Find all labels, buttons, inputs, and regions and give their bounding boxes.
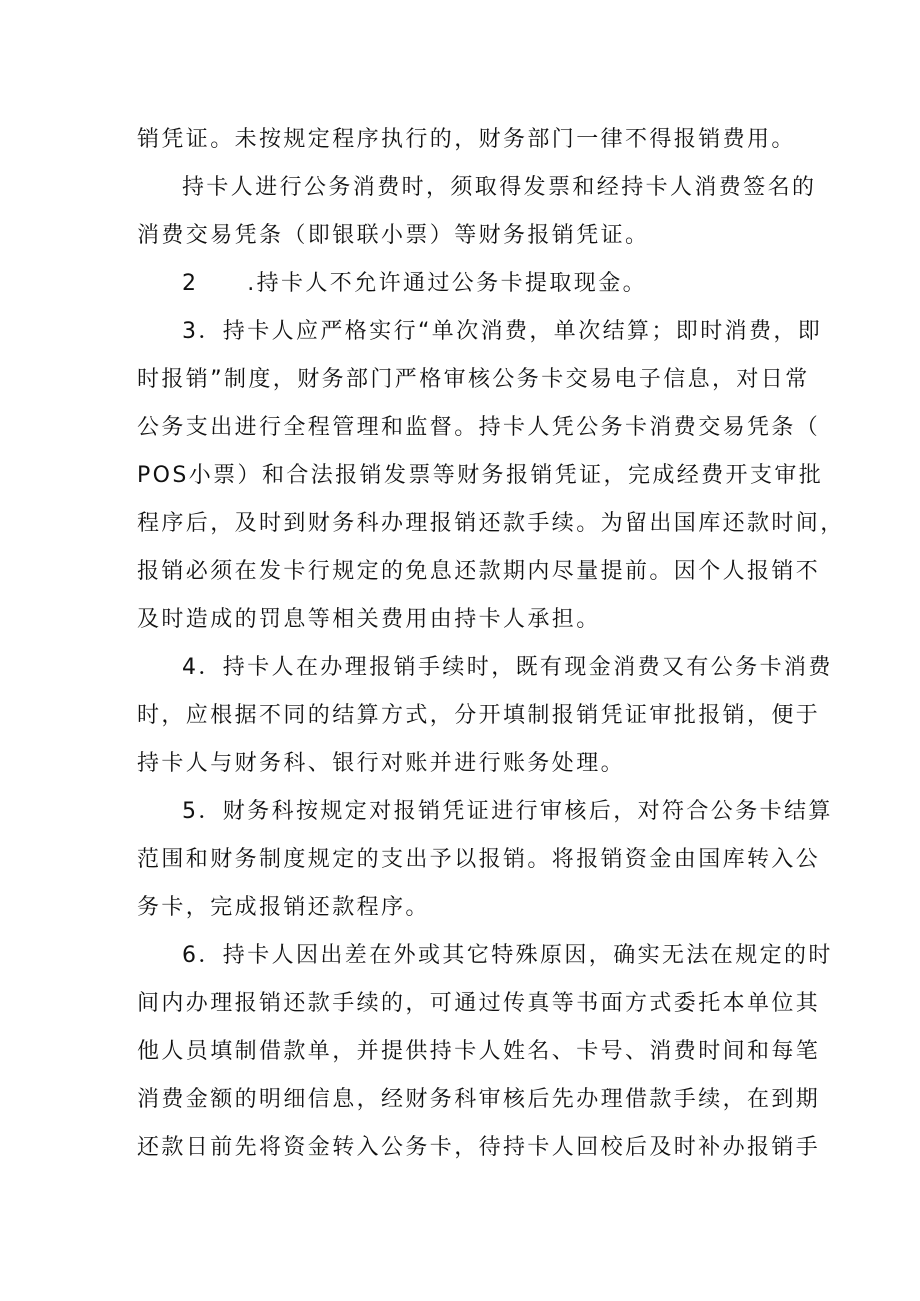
text-line-9: 程序后，及时到财务科办理报销还款手续。为留出国库还款时间， [137,511,845,536]
text-line-19: 间内办理报销还款手续的，可通过传真等书面方式委托本单位其 [137,991,821,1016]
text-line-13: 时，应根据不同的结算方式，分开填制报销凭证审批报销，便于 [137,703,821,728]
text-line-18: 6．持卡人因出差在外或其它特殊原因，确实无法在规定的时 [182,943,833,968]
text-line-11: 及时造成的罚息等相关费用由持卡人承担。 [137,607,601,632]
text-line-17: 务卡，完成报销还款程序。 [137,895,430,920]
text-line-12: 4．持卡人在办理报销手续时，既有现金消费又有公务卡消费 [182,655,833,680]
text-line-7: 公务支出进行全程管理和监督。持卡人凭公务卡消费交易凭条（ [137,415,821,440]
text-line-14: 持卡人与财务科、银行对账并进行账务处理。 [137,751,626,776]
text-line-15: 5．财务科按规定对报销凭证进行审核后，对符合公务卡结算 [182,799,833,824]
text-line-16: 范围和财务制度规定的支出予以报销。将报销资金由国库转入公 [137,847,821,872]
text-line-8: POS小票）和合法报销发票等财务报销凭证，完成经费开支审批 [137,463,824,488]
text-line-4: 2 .持卡人不允许通过公务卡提取现金。 [182,271,647,296]
text-line-2: 持卡人进行公务消费时，须取得发票和经持卡人消费签名的 [182,175,817,200]
text-line-6: 时报销”制度，财务部门严格审核公务卡交易电子信息，对日常 [137,367,810,392]
text-line-5: 3．持卡人应严格实行“单次消费，单次结算；即时消费，即 [182,319,823,344]
text-line-20: 他人员填制借款单，并提供持卡人姓名、卡号、消费时间和每笔 [137,1039,821,1064]
text-line-21: 消费金额的明细信息，经财务科审核后先办理借款手续，在到期 [137,1087,821,1112]
text-line-3: 消费交易凭条（即银联小票）等财务报销凭证。 [137,223,650,248]
text-line-1: 销凭证。未按规定程序执行的，财务部门一律不得报销费用。 [137,127,796,152]
text-line-10: 报销必须在发卡行规定的免息还款期内尽量提前。因个人报销不 [137,559,821,584]
text-line-22: 还款日前先将资金转入公务卡，待持卡人回校后及时补办报销手 [137,1135,821,1160]
